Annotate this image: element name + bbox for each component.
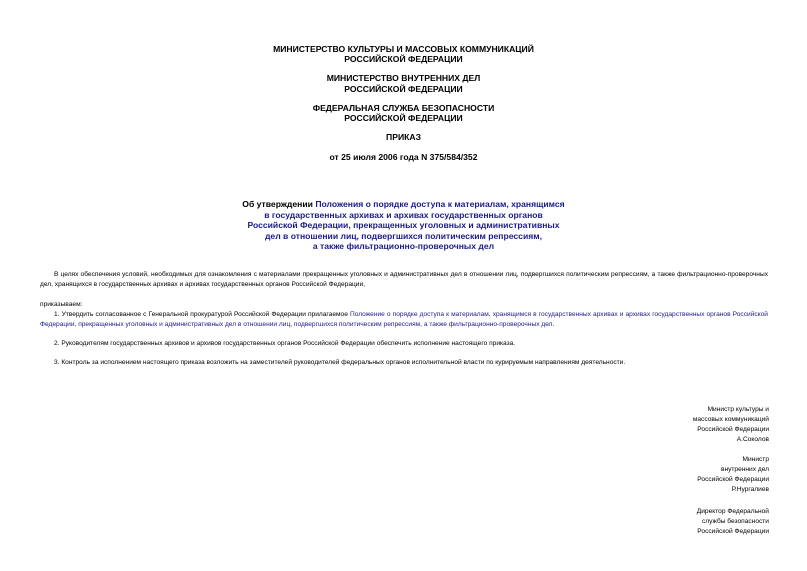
title-link-line-1[interactable]: Положения о порядке доступа к материалам, хранящимся: [315, 199, 565, 209]
document-body: [40, 270, 768, 368]
signature-fsb: Директор Федеральной службы безопасности Российской Федерации: [696, 508, 769, 535]
ministry-culture-heading: МИНИСТЕРСТВО КУЛЬТУРЫ И МАССОВЫХ КОММУНИКАЦИЙ РОССИЙСКОЙ ФЕДЕРАЦИИ: [273, 44, 534, 65]
signature-culture: Министр культуры и массовых коммуникаций Российской Федерации А.Соколов: [692, 406, 769, 443]
order-heading: ПРИКАЗ: [386, 132, 421, 143]
item-3-paragraph: 3. Контроль за исполнением настоящего приказа возложить на заместителей руководителей федеральных органов исполнительной власти по курируемым направлениям деятельности.: [54, 359, 626, 366]
regulation-link[interactable]: Положение о порядке доступа к материалам, хранящимся в государственных архивах и архивах государственных органов Российской Федерации, прекращенных уголовных и административных дел в отношении лиц, подвергшихся политическим репрессиям, а также фильтрационно-проверочных дел: [40, 311, 768, 328]
order-word: приказываем:: [40, 301, 83, 308]
title-link-line-5[interactable]: а также фильтрационно-проверочных дел: [312, 241, 495, 252]
document-title: [0, 199, 807, 252]
document-header: [0, 44, 807, 163]
item-1-paragraph: [40, 310, 768, 330]
item-1-suffix: .: [552, 321, 555, 328]
item-2-paragraph: 2. Руководителям государственных архивов и архивов государственных органов Российской Федерации обеспечить исполнение настоящего приказа.: [54, 340, 516, 347]
title-link-line-4[interactable]: дел в отношении лиц, подвергшихся политическим репрессиям,: [264, 230, 543, 241]
title-link-line-3[interactable]: Российской Федерации, прекращенных уголовных и административных: [247, 220, 560, 231]
ministry-interior-heading: МИНИСТЕРСТВО ВНУТРЕННИХ ДЕЛ РОССИЙСКОЙ ФЕДЕРАЦИИ: [326, 73, 481, 94]
fsb-heading: ФЕДЕРАЛЬНАЯ СЛУЖБА БЕЗОПАСНОСТИ РОССИЙСКОЙ ФЕДЕРАЦИИ: [312, 102, 495, 124]
preamble-paragraph: В целях обеспечения условий, необходимых для ознакомления с материалами прекращенных уголовных и административных дел в отношении лиц, подвергшихся политическим репрессиям, а также фильтрационно-проверочных дел, хранящихся в государственных архивах и архивах государственных органов Российской Федерации,: [40, 271, 768, 288]
item-1-prefix: 1. Утвердить согласованное с Генеральной прокуратурой Российской Федерации прилагаемое: [54, 311, 350, 318]
title-prefix: Об утверждении: [242, 199, 316, 209]
order-date: от 25 июля 2006 года N 375/584/352: [329, 152, 478, 163]
title-link-line-2[interactable]: в государственных архивах и архивах государственных органов: [264, 209, 543, 220]
signature-interior: Министр внутренних дел Российской Федерации Р.Нургалиев: [697, 456, 769, 493]
